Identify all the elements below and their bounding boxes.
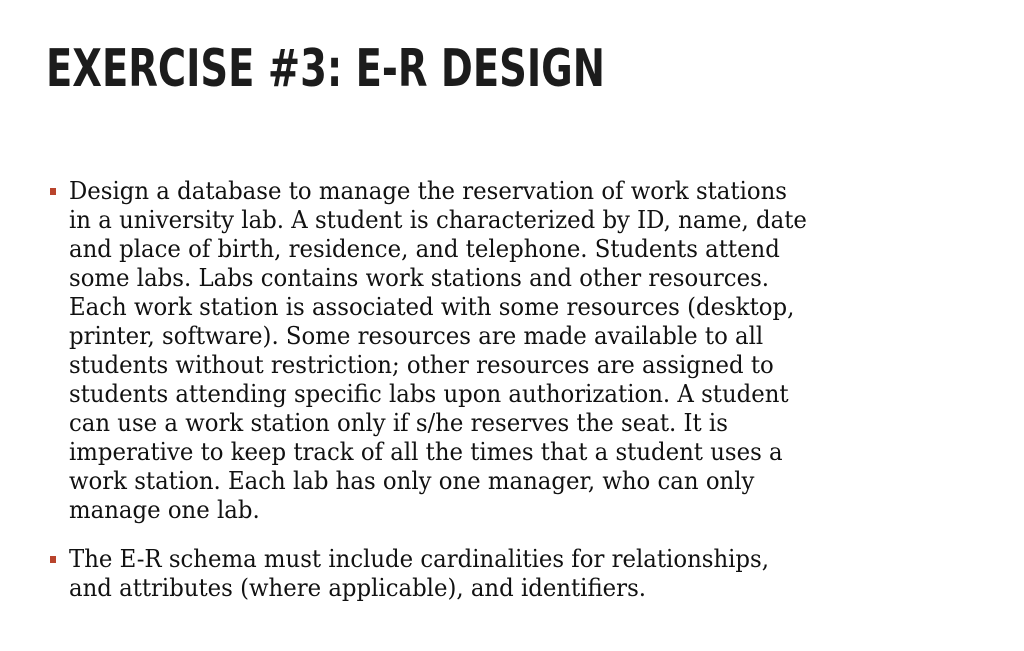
text-line: in a university lab. A student is characterized by ID, name, date [69, 206, 807, 234]
text-line: Design a database to manage the reservation of work stations [69, 177, 787, 205]
text-line: Each work station is associated with some resources (desktop, [69, 293, 795, 321]
text-line: some labs. Labs contains work stations and other resources. [69, 264, 770, 292]
bullet-text [69, 545, 969, 603]
text-line: printer, software). Some resources are made available to all [69, 322, 764, 350]
bullet-text [69, 177, 969, 525]
bullet-marker-icon [50, 188, 56, 195]
text-line: and attributes (where applicable), and identifiers. [69, 574, 647, 602]
slide-title: EXERCISE #3: E-R DESIGN [46, 39, 605, 99]
bullet-marker-icon [50, 556, 56, 563]
text-line: manage one lab. [69, 496, 260, 524]
text-line: imperative to keep track of all the times that a student uses a [69, 438, 783, 466]
text-line: students attending specific labs upon authorization. A student [69, 380, 789, 408]
text-line: students without restriction; other resources are assigned to [69, 351, 774, 379]
text-line: and place of birth, residence, and telephone. Students attend [69, 235, 780, 263]
text-line: The E-R schema must include cardinalities for relationships, [69, 545, 769, 573]
text-line: work station. Each lab has only one manager, who can only [69, 467, 755, 495]
text-line: can use a work station only if s/he reserves the seat. It is [69, 409, 728, 437]
